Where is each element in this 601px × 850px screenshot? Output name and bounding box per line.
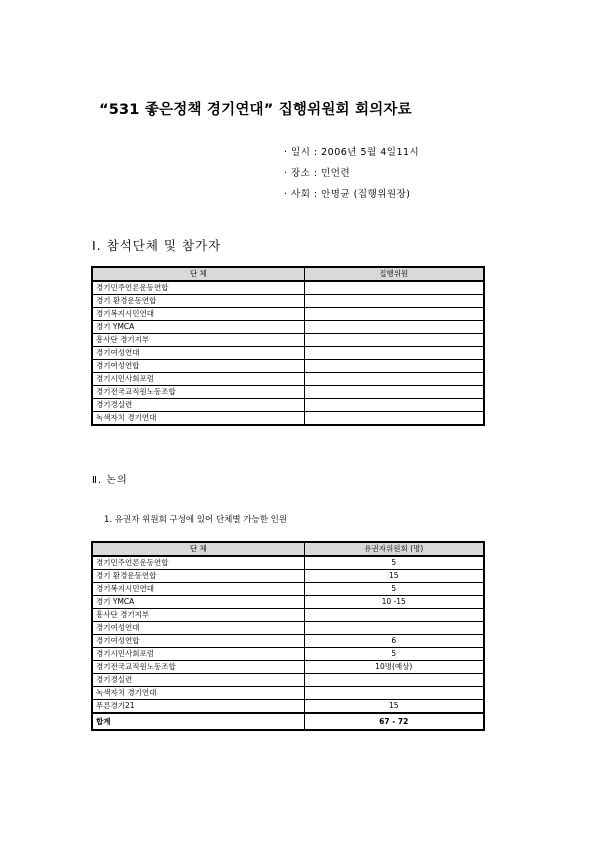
member-cell bbox=[304, 360, 484, 373]
count-cell: 6 bbox=[304, 635, 484, 648]
table-row bbox=[92, 622, 484, 635]
org-name-cell: 경기시민사회포럼 bbox=[92, 373, 304, 386]
table-row bbox=[92, 556, 484, 570]
org-name-cell: 흥사단 경기지부 bbox=[92, 609, 304, 622]
org-name-cell: 경기복지시민연대 bbox=[92, 308, 304, 321]
org-name-cell: 경기전국교직원노동조합 bbox=[92, 661, 304, 674]
member-cell bbox=[304, 412, 484, 426]
meeting-chair: · 사회 : 안명균 (집행위원장) bbox=[284, 189, 411, 200]
table-row bbox=[92, 386, 484, 399]
table-row bbox=[92, 281, 484, 295]
table-row bbox=[92, 308, 484, 321]
count-cell: 5 bbox=[304, 556, 484, 570]
table-row bbox=[92, 373, 484, 386]
table-row bbox=[92, 700, 484, 714]
member-cell bbox=[304, 399, 484, 412]
org-name-cell: 경기 YMCA bbox=[92, 321, 304, 334]
org-name-cell: 경기경실련 bbox=[92, 674, 304, 687]
org-name-cell: 푸른경기21 bbox=[92, 700, 304, 714]
member-cell bbox=[304, 281, 484, 295]
column-header-org: 단 체 bbox=[92, 542, 304, 556]
section2-subheading: 1. 유권자 위원회 구성에 있어 단체별 가능한 인원 bbox=[104, 515, 288, 525]
total-row bbox=[92, 713, 484, 730]
count-cell: 10 -15 bbox=[304, 596, 484, 609]
org-name-cell: 경기여성연합 bbox=[92, 635, 304, 648]
table-row bbox=[92, 596, 484, 609]
org-name-cell: 경기 환경운동연합 bbox=[92, 570, 304, 583]
org-name-cell: 경기 YMCA bbox=[92, 596, 304, 609]
org-name-cell: 경기 환경운동연합 bbox=[92, 295, 304, 308]
org-name-cell: 경기여성연대 bbox=[92, 347, 304, 360]
org-name-cell: 경기복지시민연대 bbox=[92, 583, 304, 596]
table-row bbox=[92, 674, 484, 687]
org-name-cell: 경기시민사회포럼 bbox=[92, 648, 304, 661]
member-cell bbox=[304, 386, 484, 399]
table-row bbox=[92, 321, 484, 334]
count-cell bbox=[304, 622, 484, 635]
table-row bbox=[92, 583, 484, 596]
member-cell bbox=[304, 295, 484, 308]
table-row bbox=[92, 648, 484, 661]
org-name-cell: 흥사단 경기지부 bbox=[92, 334, 304, 347]
member-cell bbox=[304, 373, 484, 386]
table-row bbox=[92, 334, 484, 347]
count-cell bbox=[304, 674, 484, 687]
table-row bbox=[92, 399, 484, 412]
meeting-datetime: · 일시 : 2006년 5월 4일11시 bbox=[284, 147, 420, 158]
table-row bbox=[92, 360, 484, 373]
table-row bbox=[92, 570, 484, 583]
table-row bbox=[92, 347, 484, 360]
table-row bbox=[92, 609, 484, 622]
member-cell bbox=[304, 347, 484, 360]
org-name-cell: 경기민주언론운동연합 bbox=[92, 556, 304, 570]
count-cell bbox=[304, 687, 484, 700]
member-cell bbox=[304, 308, 484, 321]
member-cell bbox=[304, 321, 484, 334]
org-name-cell: 경기경실련 bbox=[92, 399, 304, 412]
org-name-cell: 경기여성연합 bbox=[92, 360, 304, 373]
org-name-cell: 경기여성연대 bbox=[92, 622, 304, 635]
column-header-org: 단 체 bbox=[92, 267, 304, 281]
section2-heading: Ⅱ. 논의 bbox=[92, 475, 128, 486]
total-count: 67 - 72 bbox=[304, 713, 484, 730]
org-name-cell: 녹색자치 경기연대 bbox=[92, 412, 304, 426]
total-label: 합계 bbox=[92, 713, 304, 730]
column-header-member: 집행위원 bbox=[304, 267, 484, 281]
table-row bbox=[92, 635, 484, 648]
meeting-place: · 장소 : 민언련 bbox=[284, 168, 351, 179]
org-name-cell: 경기전국교직원노동조합 bbox=[92, 386, 304, 399]
count-cell: 5 bbox=[304, 648, 484, 661]
org-name-cell: 녹색자치 경기연대 bbox=[92, 687, 304, 700]
document-title: “531 좋은정책 경기연대” 집행위원회 회의자료 bbox=[99, 102, 412, 118]
member-cell bbox=[304, 334, 484, 347]
table-row bbox=[92, 687, 484, 700]
participants-table bbox=[91, 266, 485, 426]
column-header-count: 유권자위원회 (명) bbox=[304, 542, 484, 556]
section1-heading: Ⅰ. 참석단체 및 참가자 bbox=[92, 238, 222, 253]
table-row bbox=[92, 661, 484, 674]
voter-committee-table bbox=[91, 541, 485, 731]
count-cell: 10명(예상) bbox=[304, 661, 484, 674]
org-name-cell: 경기민주언론운동연합 bbox=[92, 281, 304, 295]
table-row bbox=[92, 412, 484, 426]
meeting-info bbox=[284, 142, 419, 205]
count-cell bbox=[304, 609, 484, 622]
count-cell: 15 bbox=[304, 570, 484, 583]
table-row bbox=[92, 295, 484, 308]
count-cell: 5 bbox=[304, 583, 484, 596]
count-cell: 15 bbox=[304, 700, 484, 714]
